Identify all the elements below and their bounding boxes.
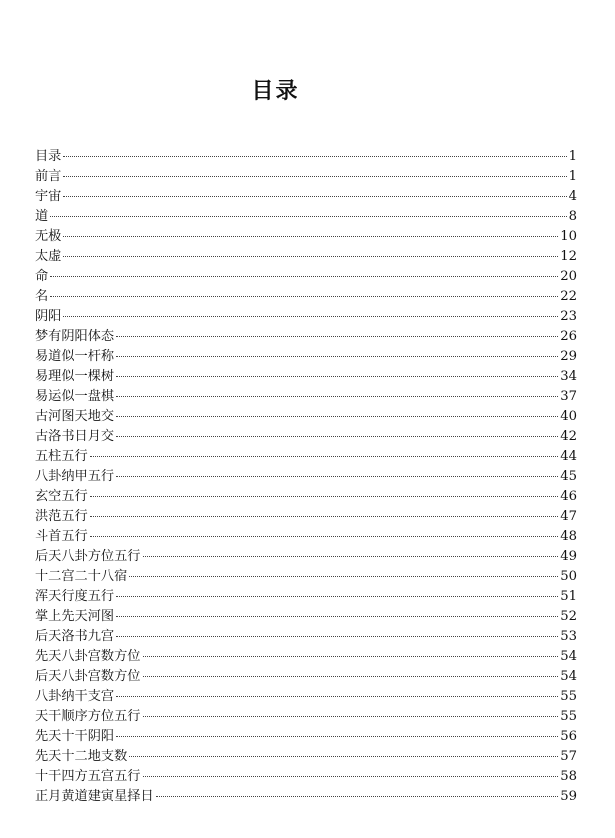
dot-leader — [90, 516, 558, 517]
dot-leader — [116, 416, 558, 417]
toc-entry[interactable] — [35, 167, 577, 187]
toc-entry-label: 阴阳 — [35, 309, 62, 324]
toc-entry-page-number: 1 — [568, 149, 577, 164]
toc-entry[interactable] — [35, 707, 577, 727]
toc-entry-page-number: 55 — [560, 689, 577, 704]
dot-leader — [116, 596, 558, 597]
toc-entry[interactable] — [35, 267, 577, 287]
toc-entry-page-number: 59 — [560, 789, 577, 804]
dot-leader — [50, 296, 558, 297]
toc-entry-page-number: 4 — [568, 189, 577, 204]
dot-leader — [116, 696, 558, 697]
toc-entry-page-number: 26 — [560, 329, 577, 344]
toc-entry-page-number: 44 — [560, 449, 577, 464]
toc-entry-page-number: 29 — [560, 349, 577, 364]
toc-entry-label: 名 — [35, 289, 49, 304]
toc-entry-label: 浑天行度五行 — [35, 589, 115, 604]
toc-entry[interactable] — [35, 227, 577, 247]
toc-entry-page-number: 12 — [560, 249, 577, 264]
toc-entry-label: 古河图天地交 — [35, 409, 115, 424]
toc-entry[interactable] — [35, 387, 577, 407]
dot-leader — [63, 316, 558, 317]
toc-entry-label: 五柱五行 — [35, 449, 88, 464]
toc-entry-page-number: 56 — [560, 729, 577, 744]
dot-leader — [143, 556, 559, 557]
toc-entry[interactable] — [35, 767, 577, 787]
toc-entry[interactable] — [35, 467, 577, 487]
toc-entry-label: 八卦纳甲五行 — [35, 469, 115, 484]
dot-leader — [63, 256, 558, 257]
dot-leader — [63, 236, 558, 237]
toc-entry-label: 宇宙 — [35, 189, 62, 204]
toc-entry-label: 掌上先天河图 — [35, 609, 115, 624]
toc-entry-label: 先天十干阴阳 — [35, 729, 115, 744]
toc-entry-label: 先天十二地支数 — [35, 749, 128, 764]
toc-entry[interactable] — [35, 307, 577, 327]
toc-entry-page-number: 50 — [560, 569, 577, 584]
dot-leader — [116, 336, 558, 337]
toc-entry[interactable] — [35, 367, 577, 387]
dot-leader — [63, 176, 566, 177]
toc-entry-label: 易理似一棵树 — [35, 369, 115, 384]
toc-entry[interactable] — [35, 427, 577, 447]
toc-entry[interactable] — [35, 627, 577, 647]
toc-entry-label: 正月黄道建寅星择日 — [35, 789, 154, 804]
toc-entry-page-number: 37 — [560, 389, 577, 404]
toc-entry[interactable] — [35, 687, 577, 707]
dot-leader — [129, 576, 558, 577]
toc-entry[interactable] — [35, 247, 577, 267]
toc-entry-page-number: 54 — [560, 669, 577, 684]
toc-entry-page-number: 58 — [560, 769, 577, 784]
dot-leader — [143, 656, 559, 657]
table-of-contents — [35, 147, 577, 807]
toc-entry-page-number: 22 — [560, 289, 577, 304]
toc-entry-label: 太虚 — [35, 249, 62, 264]
toc-entry-label: 目录 — [35, 149, 62, 164]
toc-entry-label: 斗首五行 — [35, 529, 88, 544]
toc-entry-label: 十干四方五宫五行 — [35, 769, 141, 784]
dot-leader — [90, 456, 558, 457]
toc-entry-label: 古洛书日月交 — [35, 429, 115, 444]
toc-entry-label: 前言 — [35, 169, 62, 184]
toc-entry[interactable] — [35, 727, 577, 747]
toc-entry[interactable] — [35, 327, 577, 347]
toc-entry-page-number: 52 — [560, 609, 577, 624]
toc-entry[interactable] — [35, 607, 577, 627]
toc-entry-page-number: 49 — [560, 549, 577, 564]
dot-leader — [129, 756, 558, 757]
dot-leader — [116, 476, 558, 477]
toc-entry-page-number: 48 — [560, 529, 577, 544]
toc-entry-page-number: 20 — [560, 269, 577, 284]
toc-entry-label: 十二宫二十八宿 — [35, 569, 128, 584]
dot-leader — [50, 216, 566, 217]
dot-leader — [50, 276, 558, 277]
toc-entry[interactable] — [35, 447, 577, 467]
toc-entry-label: 命 — [35, 269, 49, 284]
toc-entry-label: 先天八卦宫数方位 — [35, 649, 141, 664]
toc-entry-label: 易运似一盘棋 — [35, 389, 115, 404]
dot-leader — [116, 436, 558, 437]
toc-entry-page-number: 55 — [560, 709, 577, 724]
toc-entry-label: 无极 — [35, 229, 62, 244]
toc-entry[interactable] — [35, 547, 577, 567]
toc-entry[interactable] — [35, 667, 577, 687]
toc-entry-page-number: 46 — [560, 489, 577, 504]
toc-entry[interactable] — [35, 587, 577, 607]
toc-entry-page-number: 40 — [560, 409, 577, 424]
toc-entry[interactable] — [35, 747, 577, 767]
toc-entry[interactable] — [35, 207, 577, 227]
dot-leader — [143, 716, 559, 717]
dot-leader — [116, 376, 558, 377]
dot-leader — [116, 356, 558, 357]
dot-leader — [116, 396, 558, 397]
dot-leader — [116, 636, 558, 637]
dot-leader — [90, 536, 558, 537]
toc-entry[interactable] — [35, 787, 577, 807]
toc-entry-page-number: 47 — [560, 509, 577, 524]
dot-leader — [143, 676, 559, 677]
toc-entry-page-number: 34 — [560, 369, 577, 384]
toc-entry-label: 后天八卦方位五行 — [35, 549, 141, 564]
dot-leader — [156, 796, 559, 797]
toc-entry-page-number: 10 — [560, 229, 577, 244]
toc-entry-label: 梦有阴阳体态 — [35, 329, 115, 344]
toc-entry-page-number: 57 — [560, 749, 577, 764]
toc-entry-label: 后天洛书九宫 — [35, 629, 115, 644]
toc-entry-page-number: 23 — [560, 309, 577, 324]
toc-entry-page-number: 54 — [560, 649, 577, 664]
dot-leader — [63, 156, 566, 157]
dot-leader — [116, 736, 558, 737]
toc-entry[interactable] — [35, 187, 577, 207]
toc-entry-page-number: 1 — [568, 169, 577, 184]
toc-entry-page-number: 51 — [560, 589, 577, 604]
toc-entry[interactable] — [35, 287, 577, 307]
toc-entry[interactable] — [35, 347, 577, 367]
dot-leader — [143, 776, 559, 777]
dot-leader — [90, 496, 558, 497]
toc-entry-label: 道 — [35, 209, 49, 224]
toc-entry-label: 玄空五行 — [35, 489, 88, 504]
toc-entry-page-number: 8 — [568, 209, 577, 224]
toc-entry[interactable] — [35, 507, 577, 527]
toc-entry-label: 后天八卦宫数方位 — [35, 669, 141, 684]
toc-entry-page-number: 45 — [560, 469, 577, 484]
toc-entry[interactable] — [35, 407, 577, 427]
toc-entry-page-number: 53 — [560, 629, 577, 644]
toc-entry-label: 八卦纳干支宫 — [35, 689, 115, 704]
toc-entry-label: 天干顺序方位五行 — [35, 709, 141, 724]
toc-entry[interactable] — [35, 487, 577, 507]
toc-entry-label: 洪范五行 — [35, 509, 88, 524]
toc-entry[interactable] — [35, 567, 577, 587]
dot-leader — [63, 196, 566, 197]
toc-entry[interactable] — [35, 147, 577, 167]
page-title: 目录 — [251, 78, 300, 104]
toc-entry[interactable] — [35, 527, 577, 547]
toc-entry-page-number: 42 — [560, 429, 577, 444]
toc-entry-label: 易道似一杆称 — [35, 349, 115, 364]
toc-entry[interactable] — [35, 647, 577, 667]
dot-leader — [116, 616, 558, 617]
